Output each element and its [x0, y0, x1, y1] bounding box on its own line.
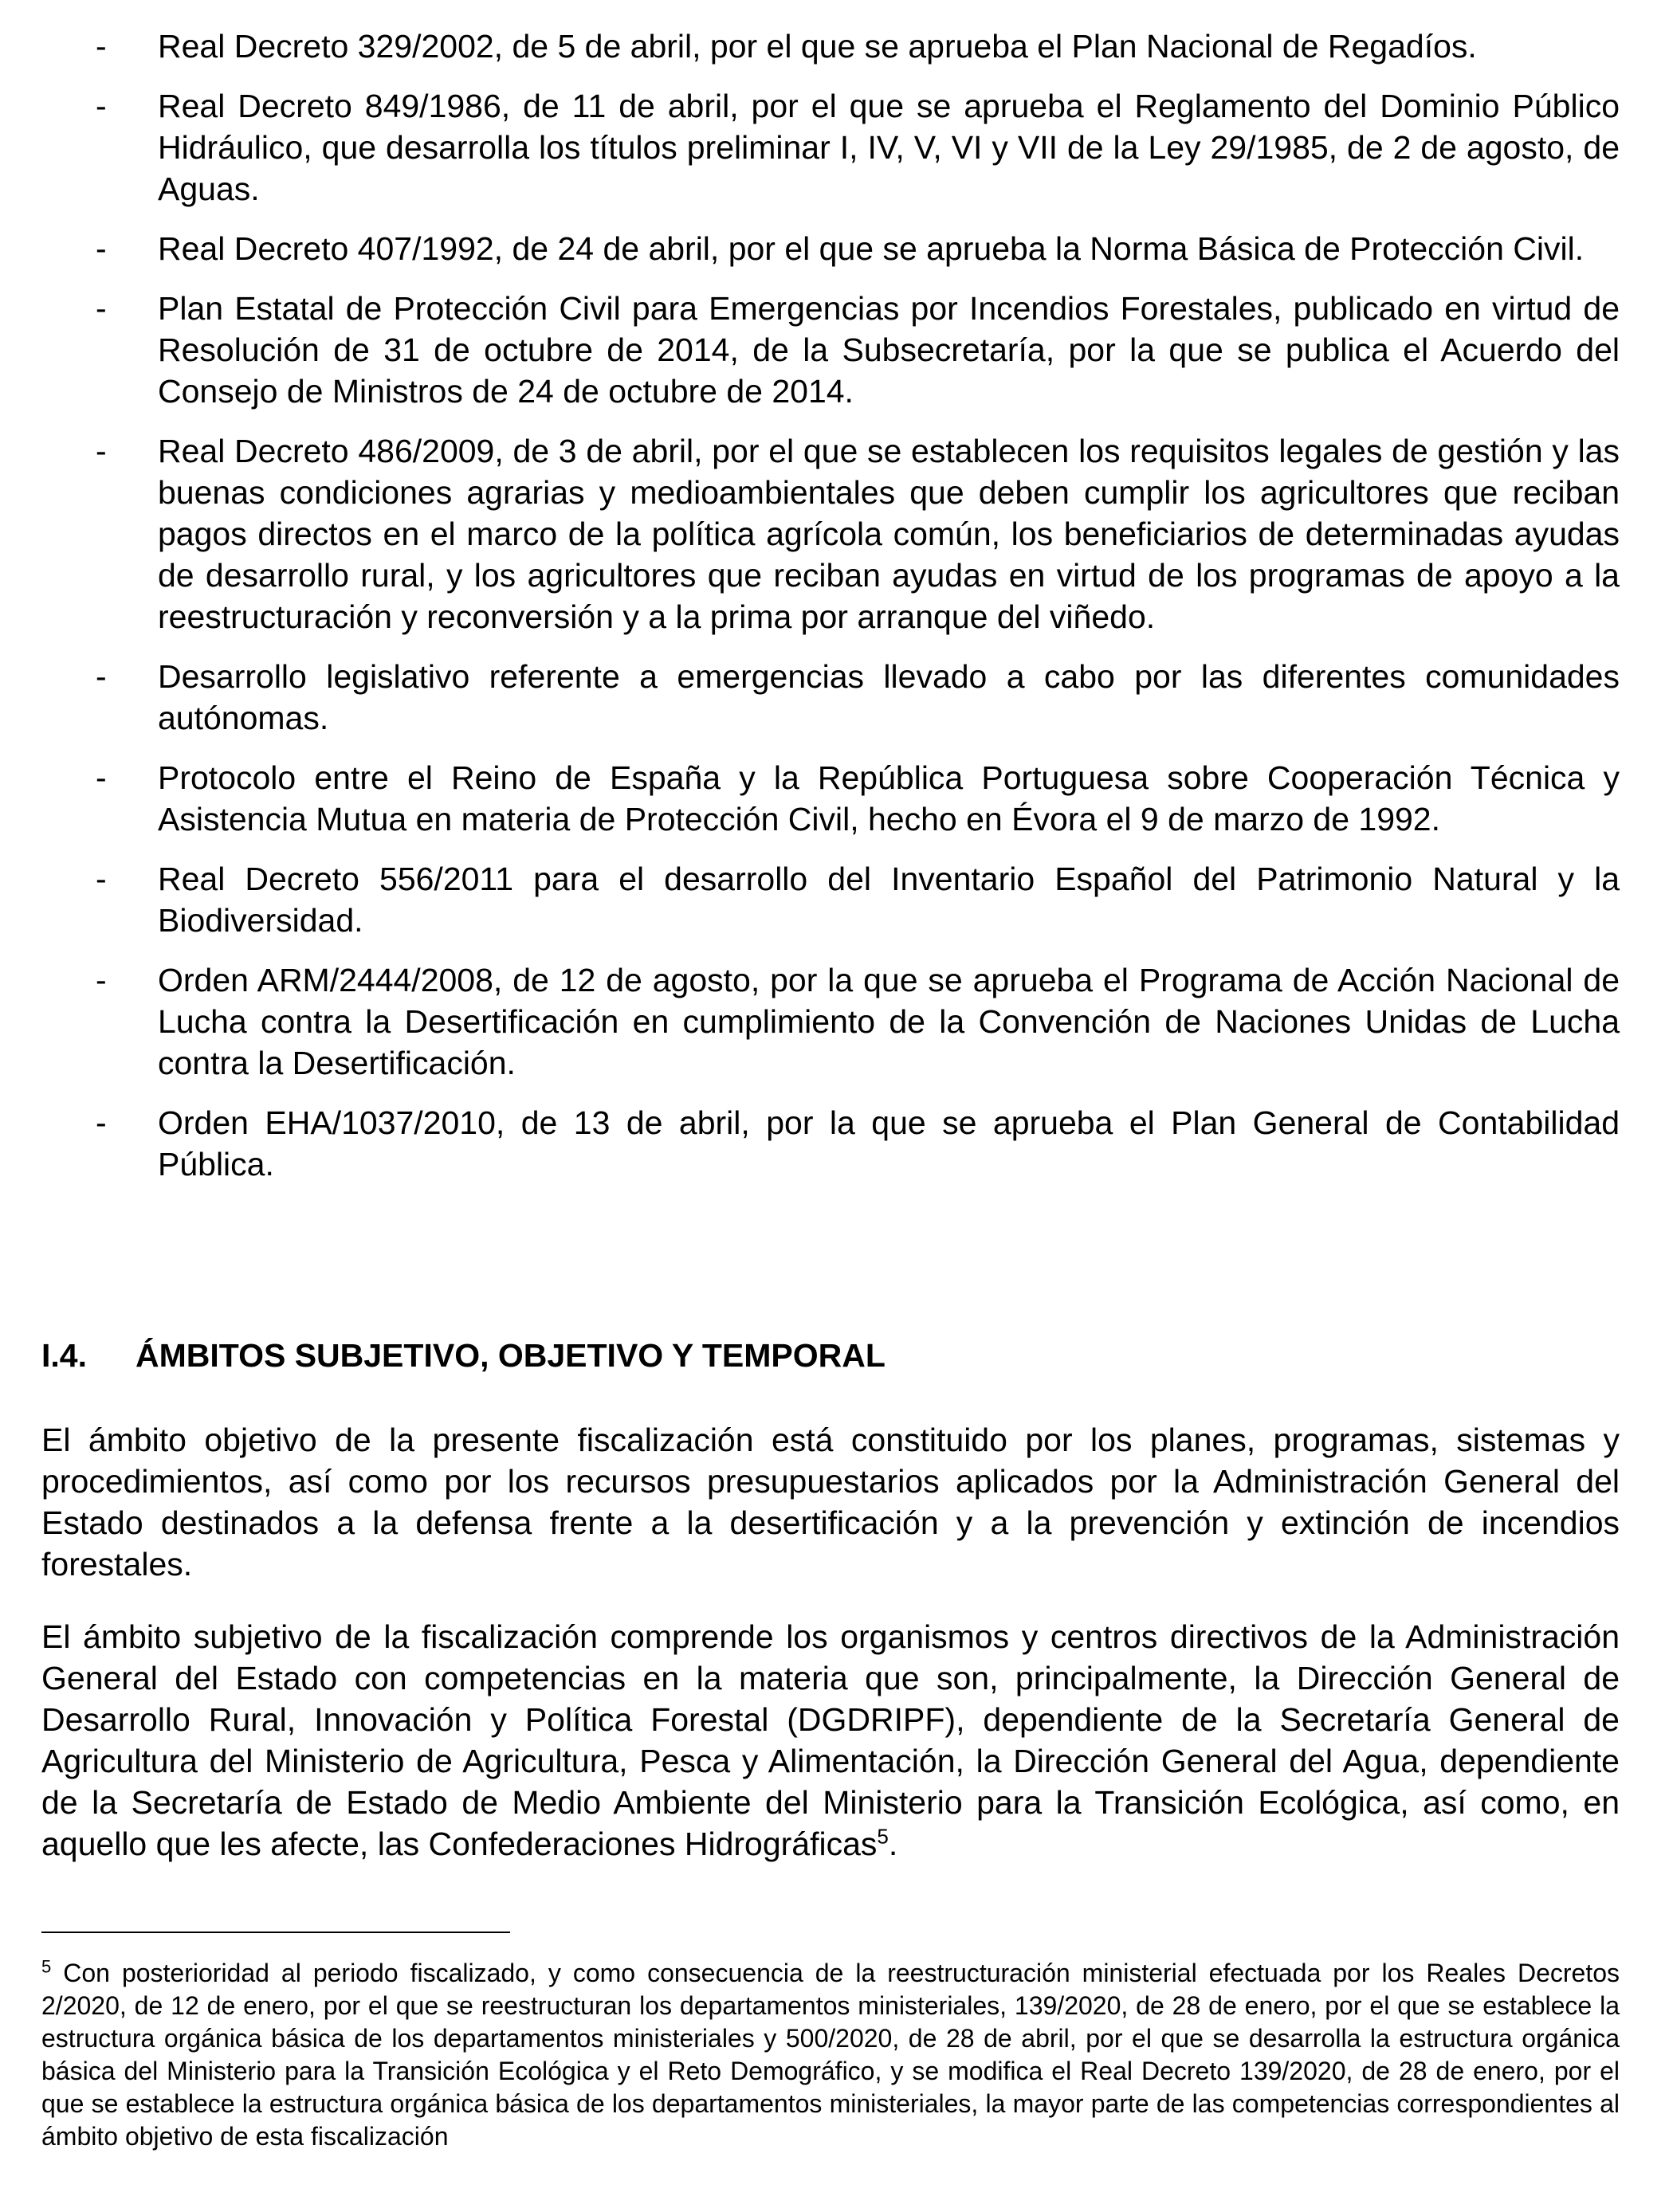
- list-bullet: -: [96, 28, 107, 65]
- list-bullet: -: [96, 290, 107, 327]
- paragraph-subjective-scope: [41, 1616, 1620, 1865]
- list-item-text: Real Decreto 849/1986, de 11 de abril, por el que se aprueba el Reglamento del Dominio Público Hidráulico, que desarrolla los títulos preliminar I, IV, V, VI y VII de la Ley 29/1985, de 2 de agosto, de Aguas.: [158, 88, 1620, 207]
- list-item-text: Real Decreto 407/1992, de 24 de abril, por el que se aprueba la Norma Básica de Protección Civil.: [158, 230, 1585, 267]
- list-bullet: -: [96, 1104, 107, 1141]
- list-item-text: Orden ARM/2444/2008, de 12 de agosto, por la que se aprueba el Programa de Acción Nacional de Lucha contra la Desertificación en cumplimiento de la Convención de Naciones Unidas de Lucha contra la Desertificación.: [158, 962, 1620, 1081]
- list-item-text: Real Decreto 556/2011 para el desarrollo del Inventario Español del Patrimonio Natural y la Biodiversidad.: [158, 861, 1620, 939]
- list-item: [96, 430, 1620, 637]
- paragraph-subjective-scope-text: El ámbito subjetivo de la fiscalización comprende los organismos y centros directivos de la Administración General del Estado con competencias en la materia que son, principalmente, la Dirección General de Desarrollo Rural, Innovación y Política Forestal (DGDRIPF), dependiente de la Secretaría General de Agricultura del Ministerio de Agricultura, Pesca y Alimentación, la Dirección General del Agua, dependiente de la Secretaría de Estado de Medio Ambiente del Ministerio para la Transición Ecológica, así como, en aquello que les afecte, las Confederaciones Hidrográficas: [41, 1618, 1620, 1862]
- list-item: [96, 656, 1620, 739]
- section-number: I.4.: [41, 1337, 87, 1374]
- legislation-list: [96, 25, 1620, 1203]
- list-bullet: -: [96, 861, 107, 897]
- list-bullet: -: [96, 962, 107, 998]
- list-item: [96, 85, 1620, 210]
- list-bullet: -: [96, 88, 107, 124]
- paragraph-objective-scope: El ámbito objetivo de la presente fiscalización está constituido por los planes, programas, sistemas y procedimientos, así como por los recursos presupuestarios aplicados por la Administración General del Estado destinados a la defensa frente a la desertificación y a la prevención y extinción de incendios forestales.: [41, 1422, 1620, 1583]
- footnote-text: Con posterioridad al periodo fiscalizado, y como consecuencia de la reestructuración ministerial efectuada por los Reales Decretos 2/2020, de 12 de enero, por el que se reestructuran los departamentos ministeriales, 139/2020, de 28 de enero, por el que se establece la estructura orgánica básica de los departamentos ministeriales y 500/2020, de 28 de abril, por el que se desarrolla la estructura orgánica básica del Ministerio para la Transición Ecológica y el Reto Demográfico, y se modifica el Real Decreto 139/2020, de 28 de enero, por el que se establece la estructura orgánica básica de los departamentos ministeriales, la mayor parte de las competencias correspondientes al ámbito objetivo de esta fiscalización: [41, 1959, 1620, 2151]
- footnote-divider: [41, 1932, 510, 1933]
- list-bullet: -: [96, 230, 107, 267]
- list-item-text: Desarrollo legislativo referente a emergencias llevado a cabo por las diferentes comunidades autónomas.: [158, 658, 1620, 736]
- list-item-text: Protocolo entre el Reino de España y la República Portuguesa sobre Cooperación Técnica y Asistencia Mutua en materia de Protección Civil, hecho en Évora el 9 de marzo de 1992.: [158, 759, 1620, 837]
- list-item: [96, 1102, 1620, 1185]
- list-bullet: -: [96, 433, 107, 469]
- footnote-number: 5: [41, 1956, 52, 1977]
- list-item: [96, 228, 1620, 269]
- list-item-text: Real Decreto 329/2002, de 5 de abril, por el que se aprueba el Plan Nacional de Regadíos.: [158, 28, 1477, 65]
- footnote: [41, 1957, 1620, 2153]
- list-item-text: Plan Estatal de Protección Civil para Emergencias por Incendios Forestales, publicado en virtud de Resolución de 31 de octubre de 2014, de la Subsecretaría, por la que se publica el Acuerdo del Consejo de Ministros de 24 de octubre de 2014.: [158, 290, 1620, 410]
- list-item: [96, 288, 1620, 412]
- list-bullet: -: [96, 658, 107, 695]
- list-item: [96, 757, 1620, 840]
- list-bullet: -: [96, 759, 107, 796]
- footnote-reference[interactable]: 5: [877, 1824, 889, 1849]
- list-item-text: Orden EHA/1037/2010, de 13 de abril, por la que se aprueba el Plan General de Contabilidad Pública.: [158, 1104, 1620, 1182]
- list-item: [96, 25, 1620, 67]
- section-title: ÁMBITOS SUBJETIVO, OBJETIVO Y TEMPORAL: [135, 1337, 886, 1374]
- paragraph-end-period: .: [888, 1826, 898, 1862]
- list-item: [96, 959, 1620, 1084]
- list-item: [96, 858, 1620, 941]
- section-heading: [41, 1335, 1620, 1376]
- list-item-text: Real Decreto 486/2009, de 3 de abril, por el que se establecen los requisitos legales de gestión y las buenas condiciones agrarias y medioambientales que deben cumplir los agricultores que reciban pagos directos en el marco de la política agrícola común, los beneficiarios de determinadas ayudas de desarrollo rural, y los agricultores que reciban ayudas en virtud de los programas de apoyo a la reestructuración y reconversión y a la prima por arranque del viñedo.: [158, 433, 1620, 635]
